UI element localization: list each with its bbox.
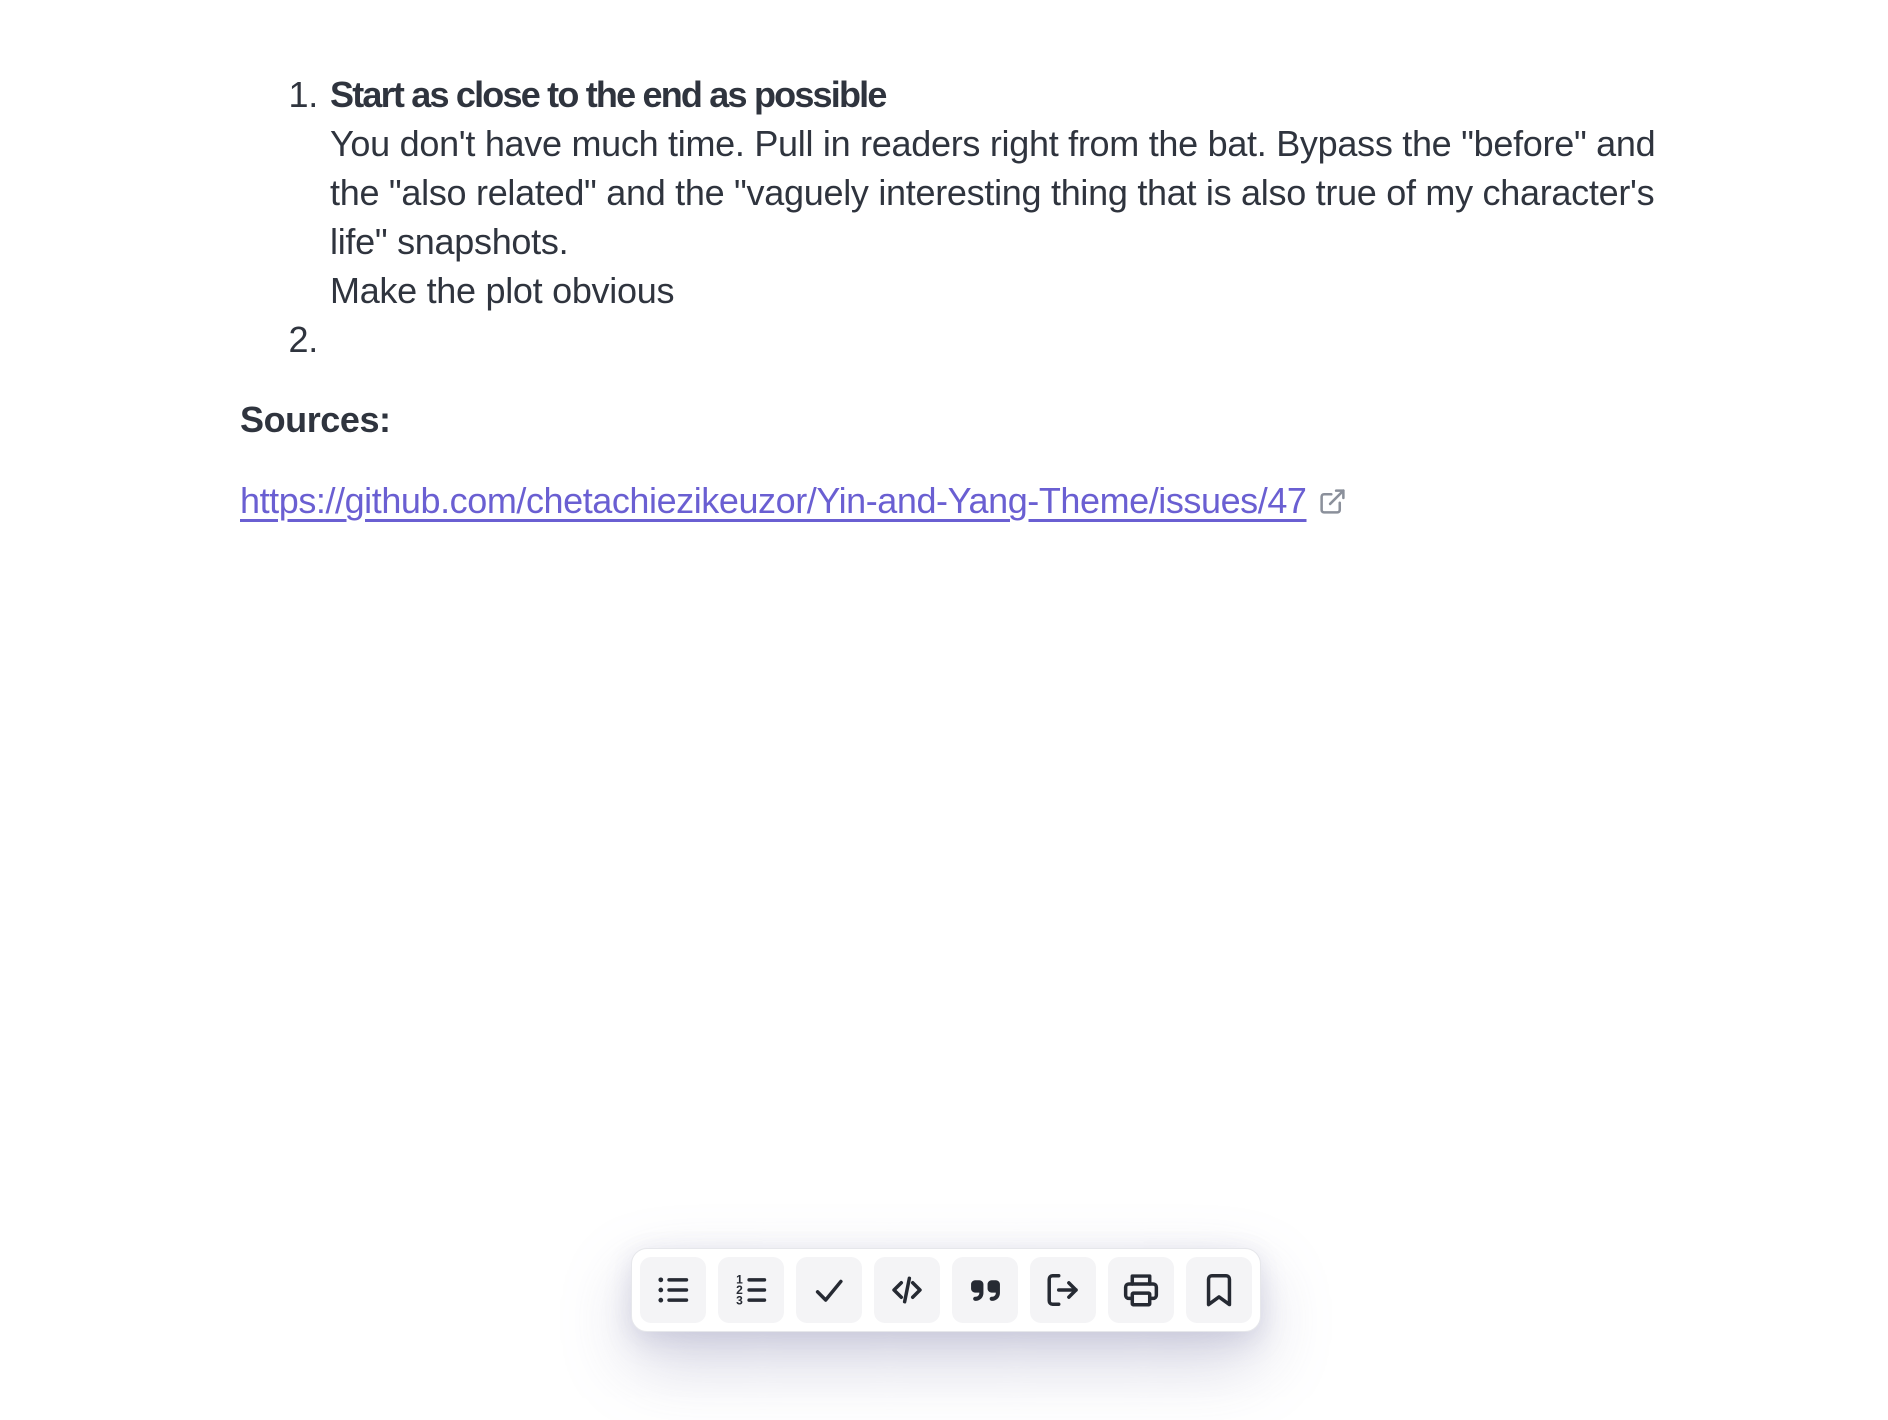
export-button[interactable]: [1030, 1257, 1096, 1323]
external-link-icon: [1318, 487, 1347, 516]
code-button[interactable]: [874, 1257, 940, 1323]
list-item-content: [330, 70, 1690, 315]
list-item-title: Start as close to the end as possible: [330, 74, 886, 115]
svg-text:1: 1: [736, 1272, 743, 1287]
print-button[interactable]: [1108, 1257, 1174, 1323]
document-content: [240, 70, 1778, 525]
list-item-text-line: the "also related" and the "vaguely interesting thing that is also true of my character's: [330, 172, 1655, 213]
unordered-list-icon: [654, 1271, 692, 1309]
code-icon: [888, 1271, 926, 1309]
list-item: [240, 70, 1778, 315]
ordered-list-button[interactable]: [718, 1257, 784, 1323]
list-marker: 1.: [288, 74, 318, 115]
list-item-text-line: You don't have much time. Pull in readers right from the bat. Bypass the "before" and: [330, 123, 1656, 164]
bookmark-button[interactable]: [1186, 1257, 1252, 1323]
print-icon: [1122, 1271, 1160, 1309]
unordered-list-button[interactable]: [640, 1257, 706, 1323]
formatting-toolbar: [631, 1248, 1261, 1332]
check-button[interactable]: [796, 1257, 862, 1323]
check-icon: [810, 1271, 848, 1309]
svg-text:2: 2: [736, 1283, 743, 1298]
source-link-row: [240, 476, 1778, 525]
source-link[interactable]: https://github.com/chetachiezikeuzor/Yin-and-Yang-Theme/issues/47: [240, 480, 1307, 521]
bookmark-icon: [1200, 1271, 1238, 1309]
quote-icon: [969, 1274, 1002, 1307]
sources-heading: Sources:: [240, 399, 391, 440]
quote-button[interactable]: [952, 1257, 1018, 1323]
ordered-list-icon: [732, 1271, 770, 1309]
export-icon: [1044, 1271, 1082, 1309]
list-item-text-line: life" snapshots.: [330, 221, 569, 262]
list-marker: 2.: [288, 319, 318, 360]
list-item: [240, 315, 1778, 364]
list-item-text-line: Make the plot obvious: [330, 270, 675, 311]
numbered-list: [240, 70, 1778, 364]
svg-text:3: 3: [736, 1293, 743, 1308]
